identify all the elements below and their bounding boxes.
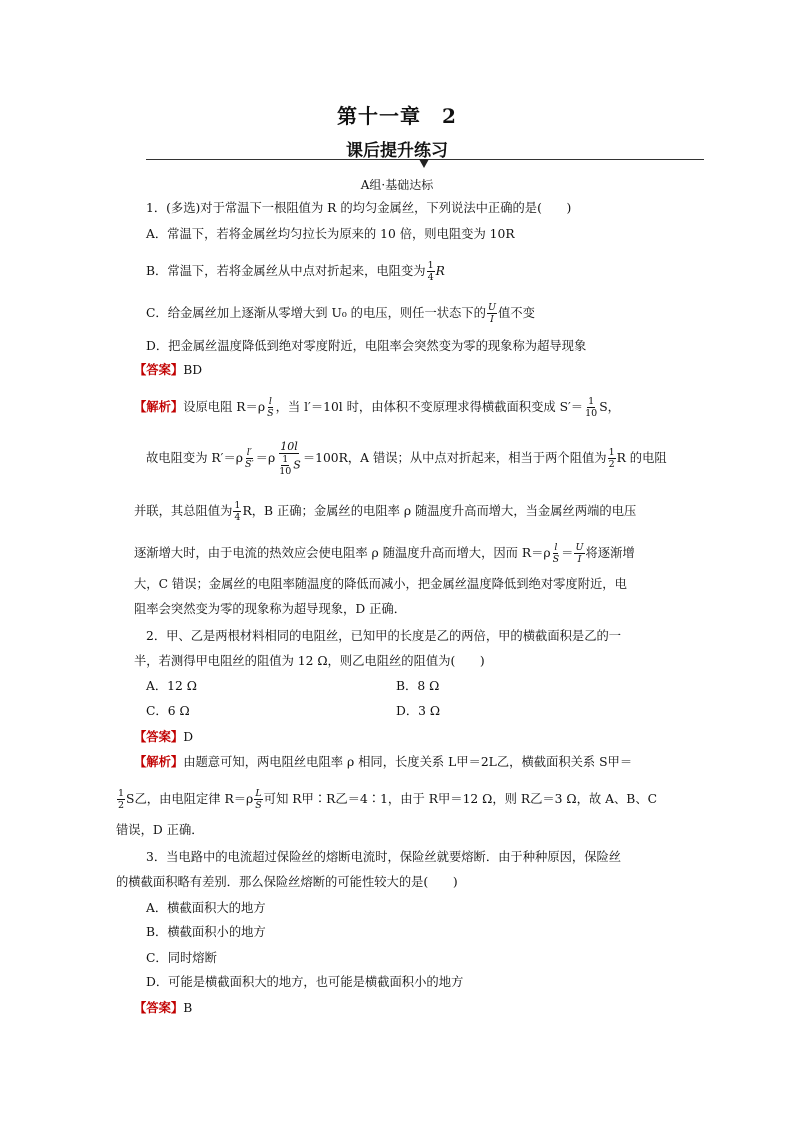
- q1-explanation-line-6: 阻率会突然变为零的现象称为超导现象，D 正确．: [134, 602, 407, 616]
- q1-explanation-line-1: [134, 396, 620, 419]
- q3-option-c: C．同时熔断: [146, 951, 217, 965]
- q2-explanation-line-3: 错误，D 正确．: [116, 823, 204, 837]
- q2-option-d: D．3 Ω: [396, 704, 441, 718]
- answer-tag: 【答案】: [134, 362, 184, 377]
- explanation-tag: 【解析】: [134, 399, 184, 414]
- explanation-text: 可知 R甲∶R乙＝4∶1，由于 R甲＝12 Ω，则 R乙＝3 Ω，故 A、B、C: [263, 792, 658, 806]
- q1-option-d: D．把金属丝温度降低到绝对零度附近，电阻率会突然变为零的现象称为超导现象: [146, 339, 587, 353]
- q2-answer: [134, 729, 193, 745]
- q2-stem-line-2: 半，若测得甲电阻丝的阻值为 12 Ω，则乙电阻丝的阻值为( ): [134, 654, 485, 668]
- fraction-denominator: [276, 454, 302, 477]
- inner-fraction: [278, 454, 292, 477]
- explanation-text: ＝ρ: [255, 451, 276, 465]
- explanation-text: 设原电阻 R＝ρ: [183, 400, 266, 414]
- fraction-denominator: 2: [118, 800, 125, 811]
- fraction-denominator: 10: [585, 408, 598, 419]
- q3-option-b: B．横截面积小的地方: [146, 925, 266, 939]
- explanation-text: 故电阻变为 R′＝ρ: [146, 451, 243, 465]
- fraction: [574, 542, 584, 565]
- q1-option-a: A．常温下，若将金属丝均匀拉长为原来的 10 倍，则电阻变为 10R: [146, 227, 515, 241]
- divider-arrow-icon: [419, 159, 429, 168]
- explanation-text: R 的电阻: [616, 451, 667, 465]
- compound-fraction: [276, 440, 302, 477]
- fraction-denominator: 4: [427, 272, 434, 283]
- q1-option-b-text: B．常温下，若将金属丝从中点对折起来，电阻变为: [146, 264, 426, 278]
- q2-option-c: C．6 Ω: [146, 704, 190, 718]
- q1-explanation-line-5: 大，C 错误；金属丝的电阻率随温度的降低而减小，把金属丝温度降低到绝对零度附近，电: [134, 577, 627, 591]
- explanation-text: 由题意可知，两电阻丝电阻率 ρ 相同，长度关系 L甲＝2L乙，横截面积关系 S甲＝: [183, 755, 633, 769]
- explanation-text: ，当 l′＝10l 时，由体积不变原理求得横截面积变成 S′＝: [275, 400, 584, 414]
- fraction-numerator: l: [268, 396, 272, 407]
- fraction-denominator: S: [255, 800, 262, 811]
- q1-option-c-tail: 值不变: [497, 306, 535, 320]
- q1-explanation-line-4: [134, 542, 635, 565]
- fraction-denominator: 10: [279, 466, 292, 477]
- fraction-numerator: L: [255, 788, 262, 799]
- fraction-denominator: I: [490, 314, 494, 325]
- q3-answer: [134, 1000, 192, 1016]
- fraction-numerator: 1: [282, 454, 289, 465]
- fraction-denominator: 4: [234, 512, 241, 523]
- q3-stem-line-1: 3．当电路中的电流超过保险丝的熔断电流时，保险丝就要熔断．由于种种原因，保险丝: [146, 850, 622, 864]
- explanation-text: 将逐渐增: [585, 546, 635, 560]
- fraction-denominator: S: [267, 408, 274, 419]
- explanation-text: 逐渐增大时，由于电流的热效应会使电阻率 ρ 随温度升高而增大，因而 R＝ρ: [134, 546, 551, 560]
- q1-option-c-text: C．给金属丝加上逐渐从零增大到 U₀ 的电压，则任一状态下的: [146, 306, 486, 320]
- q2-option-b: B．8 Ω: [396, 679, 440, 693]
- q2-explanation-line-2: [116, 788, 657, 811]
- q3-option-a: A．横截面积大的地方: [146, 901, 266, 915]
- fraction-numerator: 1: [427, 260, 434, 271]
- q1-option-c: [146, 302, 535, 325]
- answer-value: BD: [183, 363, 203, 377]
- fraction-numerator: l: [554, 542, 558, 553]
- q1-explanation-line-3: [134, 500, 636, 523]
- fraction: [427, 260, 435, 283]
- answer-value: D: [183, 730, 194, 744]
- q1-explanation-line-2: [146, 440, 667, 477]
- group-heading: A组·基础达标: [360, 178, 434, 192]
- fraction-numerator: U: [487, 302, 496, 313]
- fraction-numerator: 1: [588, 396, 595, 407]
- fraction-denominator: S: [552, 554, 560, 565]
- explanation-text: R，B 正确；金属丝的电阻率 ρ 随温度升高而增大，当金属丝两端的电压: [242, 504, 637, 518]
- explanation-text: ＝100R，A 错误；从中点对折起来，相当于两个阻值为: [302, 451, 607, 465]
- q3-option-d: D．可能是横截面积大的地方，也可能是横截面积小的地方: [146, 975, 464, 989]
- q1-stem: 1．(多选)对于常温下一根阻值为 R 的均匀金属丝，下列说法中正确的是( ): [146, 201, 572, 215]
- fraction-numerator: 1: [118, 788, 125, 799]
- q2-option-a: A．12 Ω: [146, 679, 197, 693]
- explanation-tag: 【解析】: [134, 754, 184, 769]
- explanation-text: S乙，由电阻定律 R＝ρ: [126, 792, 254, 806]
- fraction: [244, 447, 255, 470]
- q3-stem-line-2: 的横截面积略有差别．那么保险丝熔断的可能性较大的是( ): [116, 875, 458, 889]
- fraction-denominator: I: [577, 554, 582, 565]
- fraction-numerator: l′: [246, 447, 252, 458]
- answer-tag: 【答案】: [134, 729, 184, 744]
- answer-value: B: [183, 1001, 193, 1015]
- chapter-title: 第十一章 2: [337, 104, 457, 128]
- fraction: [584, 396, 598, 419]
- fraction: [254, 788, 263, 811]
- explanation-text: 并联，其总阻值为: [134, 504, 233, 518]
- fraction-numerator: U: [575, 542, 584, 553]
- answer-tag: 【答案】: [134, 1000, 184, 1015]
- fraction-symbol: S: [293, 458, 301, 472]
- q1-option-b: [146, 260, 445, 283]
- fraction-numerator: 1: [608, 447, 615, 458]
- q1-option-b-tail: R: [435, 264, 445, 278]
- fraction-denominator: 2: [608, 459, 615, 470]
- fraction: [117, 788, 125, 811]
- explanation-text: ＝: [561, 546, 574, 560]
- fraction: [487, 302, 497, 325]
- explanation-text: S，: [599, 400, 620, 414]
- fraction-numerator: 1: [234, 500, 241, 511]
- fraction: [608, 447, 616, 470]
- q1-answer: [134, 362, 202, 378]
- q2-stem-line-1: 2．甲、乙是两根材料相同的电阻丝，已知甲的长度是乙的两倍，甲的横截面积是乙的一: [146, 629, 622, 643]
- q2-explanation-line-1: [134, 754, 632, 770]
- fraction-denominator: S′: [244, 459, 254, 470]
- section-subtitle: 课后提升练习: [346, 141, 448, 161]
- fraction: [266, 396, 275, 419]
- fraction-numerator: 10l: [280, 440, 298, 453]
- fraction: [552, 542, 561, 565]
- fraction: [233, 500, 241, 523]
